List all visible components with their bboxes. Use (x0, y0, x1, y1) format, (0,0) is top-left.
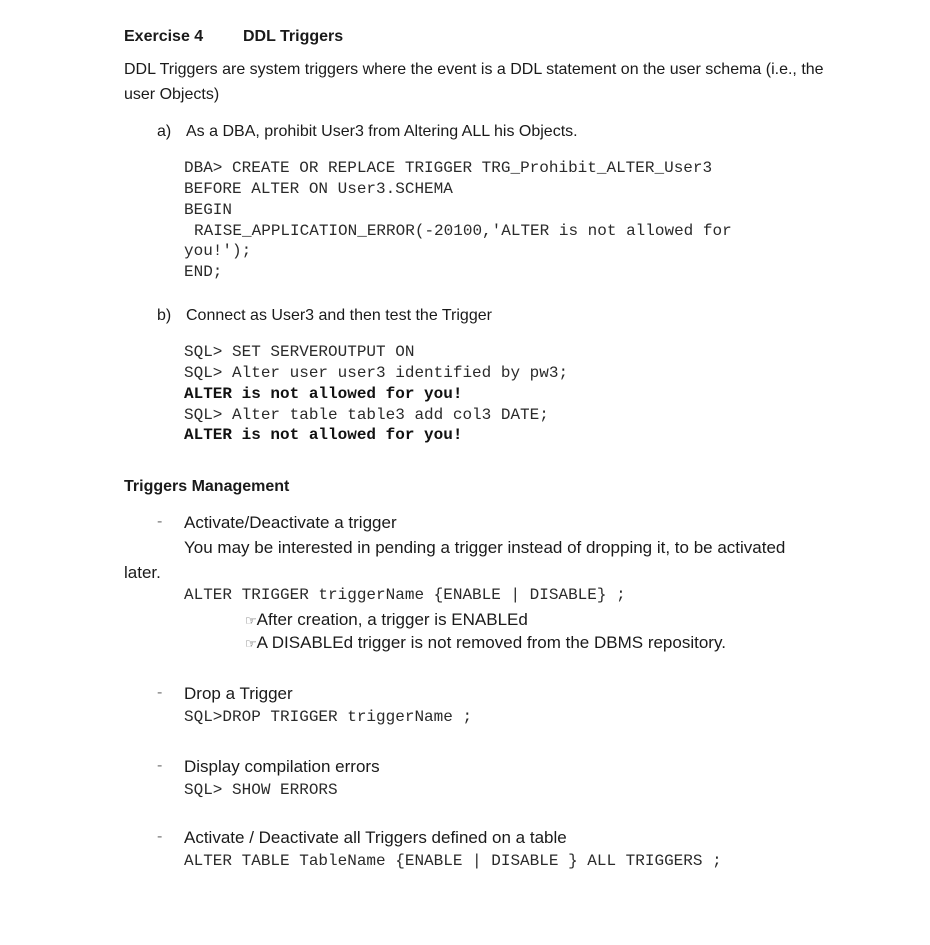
item-2-title: Drop a Trigger (184, 684, 293, 703)
code-b-line-2: SQL> Alter user user3 identified by pw3; (184, 364, 569, 382)
item-1-code: ALTER TRIGGER triggerName {ENABLE | DISABLE} ; (184, 586, 626, 604)
pointing-hand-icon: ☞ (245, 636, 257, 651)
dba-prompt: DBA> (184, 159, 223, 177)
pointing-hand-icon: ☞ (245, 613, 257, 628)
item-4-code: ALTER TABLE TableName {ENABLE | DISABLE } ALL TRIGGERS ; (184, 852, 722, 870)
part-b-text: Connect as User3 and then test the Trigger (186, 307, 492, 324)
item-2-code: SQL>DROP TRIGGER triggerName ; (184, 708, 473, 726)
item-1-desc-line-2: later. (124, 563, 161, 582)
code-b-line-3: ALTER is not allowed for you! (184, 385, 463, 403)
item-4-title: Activate / Deactivate all Triggers defined on a table (184, 828, 567, 847)
code-b-line-1: SQL> SET SERVEROUTPUT ON (184, 343, 415, 361)
dash-2: - (157, 684, 163, 701)
dash-4: - (157, 828, 163, 845)
code-b-line-4: SQL> Alter table table3 add col3 DATE; (184, 406, 549, 424)
item-1-note-1-text: After creation, a trigger is ENABLEd (256, 610, 528, 629)
intro-line-1: DDL Triggers are system triggers where the event is a DDL statement on the user schema (i.e., the (124, 61, 824, 78)
item-1-note-2-text: A DISABLEd trigger is not removed from the DBMS repository. (256, 633, 726, 652)
code-a-line-6: END; (184, 263, 223, 281)
item-1-title: Activate/Deactivate a trigger (184, 513, 397, 532)
management-heading: Triggers Management (124, 478, 290, 495)
item-1-desc-line-1: You may be interested in pending a trigger instead of dropping it, to be activated (184, 538, 786, 557)
item-1-note-2 (245, 633, 726, 653)
item-1-note-1 (245, 610, 528, 630)
exercise-label: Exercise 4 (124, 28, 204, 45)
code-a-line-5: you!'); (184, 242, 252, 260)
item-3-title: Display compilation errors (184, 757, 380, 776)
code-a-line-4: RAISE_APPLICATION_ERROR(-20100,'ALTER is not allowed for (194, 222, 732, 240)
item-3-code: SQL> SHOW ERRORS (184, 781, 338, 799)
code-b-line-5: ALTER is not allowed for you! (184, 426, 463, 444)
code-a-line-3: BEGIN (184, 201, 233, 219)
intro-line-2: user Objects) (124, 86, 220, 103)
code-a-line-1-text: CREATE OR REPLACE TRIGGER TRG_Prohibit_ALTER_User3 (232, 159, 713, 177)
dash-1: - (157, 513, 163, 530)
code-a-line-2: BEFORE ALTER ON User3.SCHEMA (184, 180, 453, 198)
part-b-marker: b) (157, 307, 172, 324)
code-a-line-1 (184, 159, 712, 177)
dash-3: - (157, 757, 163, 774)
exercise-title: DDL Triggers (243, 28, 344, 45)
part-a-text: As a DBA, prohibit User3 from Altering ALL his Objects. (186, 123, 578, 140)
part-a-marker: a) (157, 123, 172, 140)
